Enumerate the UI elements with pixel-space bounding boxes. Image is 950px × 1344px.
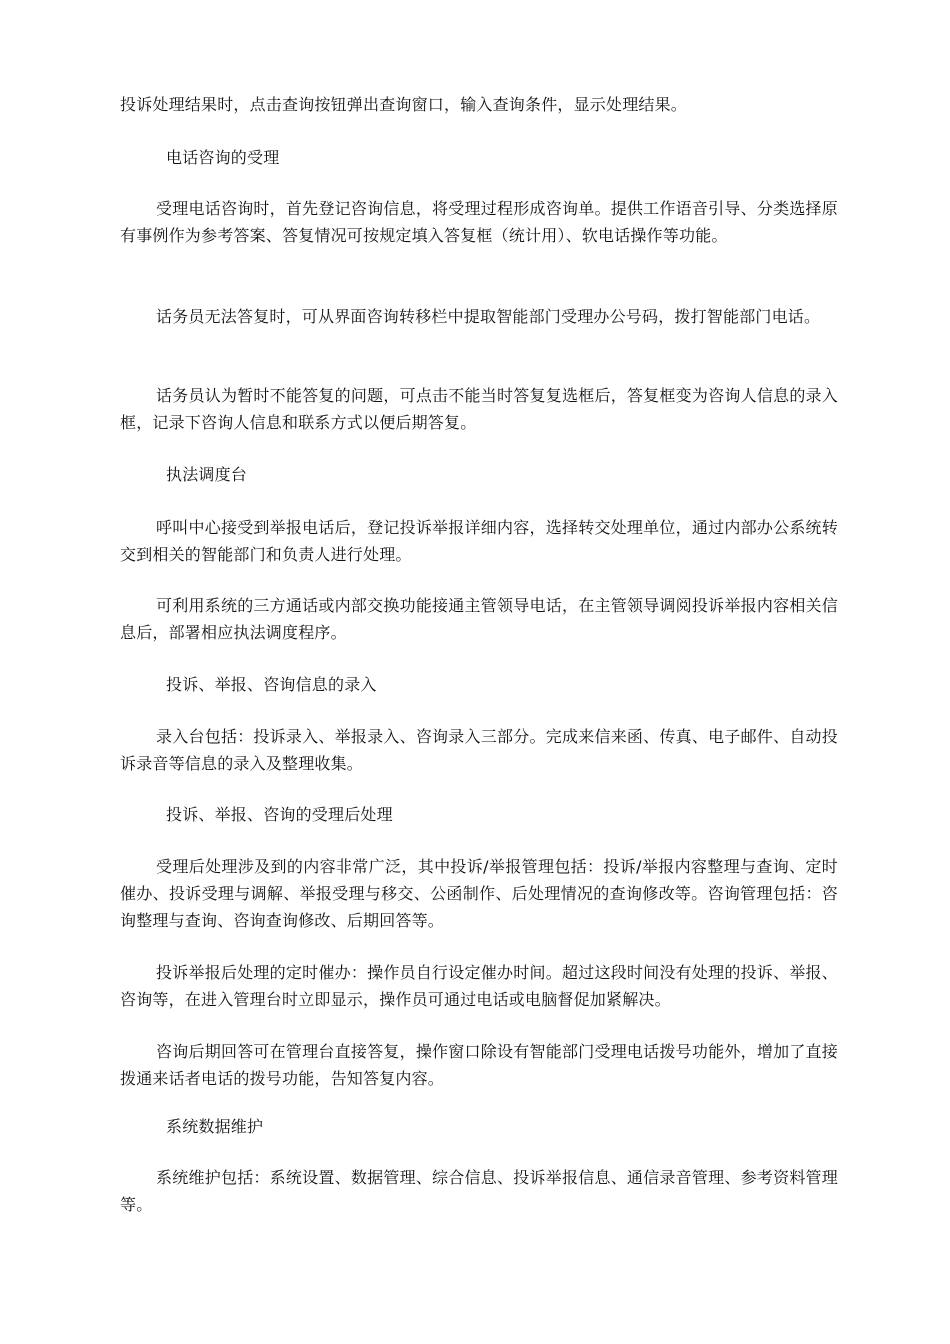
paragraph-consultation-acceptance: 受理电话咨询时，首先登记咨询信息，将受理过程形成咨询单。提供工作语音引导、分类选择原有事例作为参考答案、答复情况可按规定填入答复框（统计用）、软电话操作等功能。 [120, 199, 838, 245]
heading-law-enforcement-dispatch: 执法调度台 [166, 465, 248, 484]
paragraph-deferred-answer: 话务员认为暂时不能答复的问题，可点击不能当时答复复选框后，答复框变为咨询人信息的录入框，记录下咨询人信息和联系方式以便后期答复。 [120, 386, 838, 432]
paragraph-operator-cannot-answer: 话务员无法答复时，可从界面咨询转移栏中提取智能部门受理办公号码，拨打智能部门电话。 [156, 307, 821, 326]
heading-phone-consultation: 电话咨询的受理 [166, 148, 280, 167]
paragraph-post-processing-content: 受理后处理涉及到的内容非常广泛，其中投诉/举报管理包括：投诉/举报内容整理与查询、定时催办、投诉受理与调解、举报受理与移交、公函制作、后处理情况的查询修改等。咨询管理包括：咨询整理与查询、咨询查询修改、后期回答等。 [120, 857, 838, 930]
paragraph-entry-desk: 录入台包括：投诉录入、举报录入、咨询录入三部分。完成来信来函、传真、电子邮件、自动投诉录音等信息的录入及整理收集。 [120, 727, 838, 773]
heading-information-entry: 投诉、举报、咨询信息的录入 [166, 675, 377, 694]
paragraph-call-center-forward: 呼叫中心接受到举报电话后，登记投诉举报详细内容，选择转交处理单位，通过内部办公系统转交到相关的智能部门和负责人进行处理。 [120, 518, 838, 564]
heading-system-maintenance: 系统数据维护 [166, 1117, 264, 1136]
paragraph-complaint-query: 投诉处理结果时，点击查询按钮弹出查询窗口，输入查询条件，显示处理结果。 [120, 95, 688, 114]
heading-post-processing: 投诉、举报、咨询的受理后处理 [166, 805, 393, 824]
paragraph-three-way-call: 可利用系统的三方通话或内部交换功能接通主管领导电话，在主管领导调阅投诉举报内容相关信息后，部署相应执法调度程序。 [120, 596, 838, 642]
paragraph-timed-reminder: 投诉举报后处理的定时催办：操作员自行设定催办时间。超过这段时间没有处理的投诉、举报、咨询等，在进入管理台时立即显示，操作员可通过电话或电脑督促加紧解决。 [120, 963, 838, 1009]
paragraph-later-answer: 咨询后期回答可在管理台直接答复，操作窗口除设有智能部门受理电话拨号功能外，增加了直接拨通来话者电话的拨号功能，告知答复内容。 [120, 1042, 838, 1088]
paragraph-system-maintenance-content: 系统维护包括：系统设置、数据管理、综合信息、投诉举报信息、通信录音管理、参考资料管理等。 [120, 1168, 838, 1214]
